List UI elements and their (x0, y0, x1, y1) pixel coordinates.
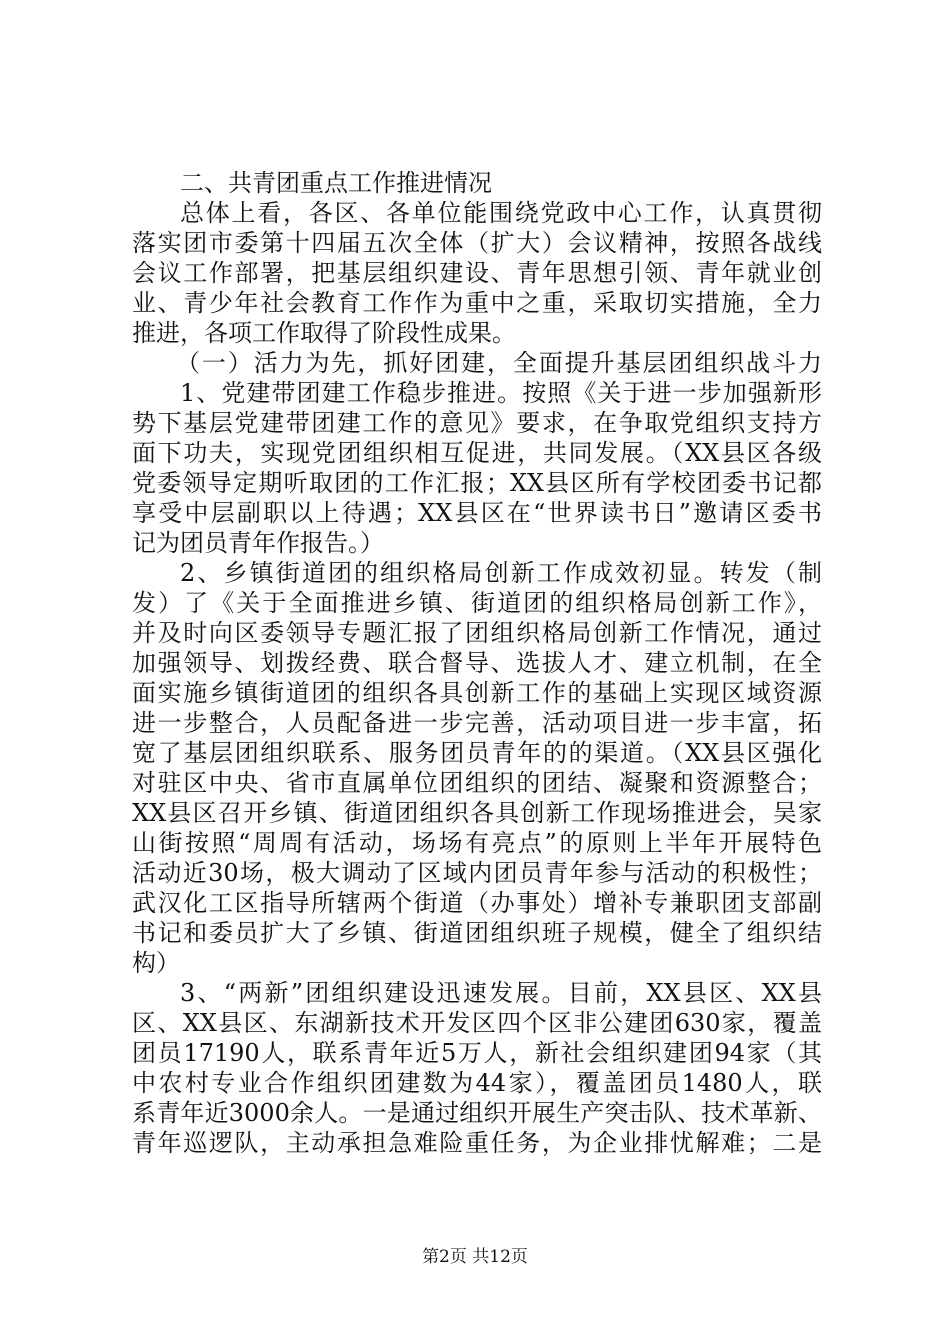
paragraph-line: 3、“两新”团组织建设迅速发展。目前，XX县区、XX县 (180, 979, 822, 1007)
paragraph-line: 构） (132, 949, 180, 977)
paragraph-line: 总体上看，各区、各单位能围绕党政中心工作，认真贯彻 (180, 199, 822, 227)
paragraph-line: 1、党建带团建工作稳步推进。按照《关于进一步加强新形 (180, 379, 822, 407)
paragraph-line: 宽了基层团组织联系、服务团员青年的的渠道。（XX县区强化 (132, 739, 822, 767)
paragraph-line: 山街按照“周周有活动，场场有亮点”的原则上半年开展特色 (132, 829, 822, 857)
paragraph-line: 业、青少年社会教育工作作为重中之重，采取切实措施，全力 (132, 289, 822, 317)
paragraph-line: 活动近30场，极大调动了区域内团员青年参与活动的积极性； (132, 859, 822, 887)
paragraph-line: 党委领导定期听取团的工作汇报；XX县区所有学校团委书记都 (132, 469, 822, 497)
paragraph-line: 书记和委员扩大了乡镇、街道团组织班子规模，健全了组织结 (132, 919, 822, 947)
paragraph-line: 中农村专业合作组织团建数为44家），覆盖团员1480人，联 (132, 1069, 822, 1097)
paragraph-line: 落实团市委第十四届五次全体（扩大）会议精神，按照各战线 (132, 229, 822, 257)
subsection-heading: （一）活力为先，抓好团建，全面提升基层团组织战斗力 (176, 349, 822, 377)
paragraph-line: 武汉化工区指导所辖两个街道（办事处）增补专兼职团支部副 (132, 889, 822, 917)
paragraph-line: 对驻区中央、省市直属单位团组织的团结、凝聚和资源整合； (132, 769, 822, 797)
paragraph-line: 系青年近3000余人。一是通过组织开展生产突击队、技术革新、 (132, 1099, 822, 1127)
paragraph-line: 区、XX县区、东湖新技术开发区四个区非公建团630家，覆盖 (132, 1009, 822, 1037)
page-number-footer: 第2页 共12页 (422, 1247, 528, 1267)
paragraph-line: 加强领导、划拨经费、联合督导、选拔人才、建立机制，在全 (132, 649, 822, 677)
paragraph-line: 2、乡镇街道团的组织格局创新工作成效初显。转发（制 (180, 559, 822, 587)
paragraph-line: 记为团员青年作报告。） (132, 529, 384, 557)
paragraph-line: 团员17190人，联系青年近5万人，新社会组织建团94家（其 (132, 1039, 822, 1067)
paragraph-line: 会议工作部署，把基层组织建设、青年思想引领、青年就业创 (132, 259, 822, 287)
paragraph-line: 发）了《关于全面推进乡镇、街道团的组织格局创新工作》， (132, 589, 822, 617)
paragraph-line: 并及时向区委领导专题汇报了团组织格局创新工作情况，通过 (132, 619, 822, 647)
paragraph-line: 势下基层党建带团建工作的意见》要求，在争取党组织支持方 (132, 409, 822, 437)
paragraph-line: 面下功夫，实现党团组织相互促进，共同发展。（XX县区各级 (132, 439, 822, 467)
paragraph-line: XX县区召开乡镇、街道团组织各具创新工作现场推进会，吴家 (132, 799, 822, 827)
paragraph-line: 推进，各项工作取得了阶段性成果。 (132, 319, 516, 347)
paragraph-line: 享受中层副职以上待遇；XX县区在“世界读书日”邀请区委书 (132, 499, 822, 527)
paragraph-line: 进一步整合，人员配备进一步完善，活动项目进一步丰富，拓 (132, 709, 822, 737)
section-heading: 二、共青团重点工作推进情况 (180, 169, 492, 197)
paragraph-line: 青年巡逻队，主动承担急难险重任务，为企业排忧解难；二是 (132, 1129, 822, 1157)
paragraph-line: 面实施乡镇街道团的组织各具创新工作的基础上实现区域资源 (132, 679, 822, 707)
